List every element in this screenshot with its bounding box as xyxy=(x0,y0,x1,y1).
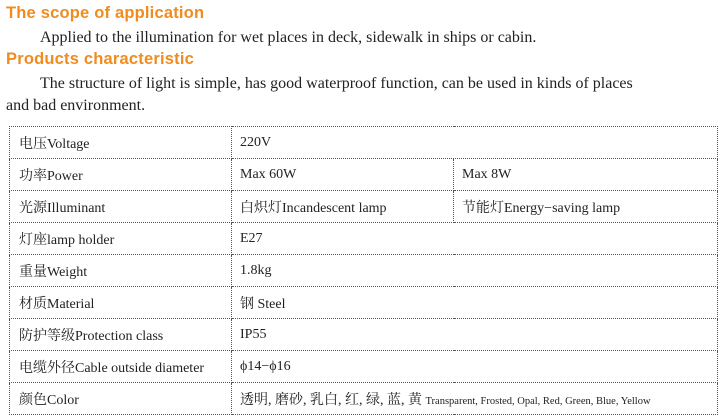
spec-row-power xyxy=(10,159,718,191)
spec-label: 颜色Color xyxy=(10,383,232,415)
spec-value: IP55 xyxy=(232,319,718,351)
color-value-cn: 透明, 磨砂, 乳白, 红, 绿, 蓝, 黄 xyxy=(240,392,422,408)
scope-text: Applied to the illumination for wet places in deck, sidewalk in ships or cabin. xyxy=(40,29,537,46)
spec-value: 钢 Steel xyxy=(232,287,718,319)
spec-value-color xyxy=(232,383,718,415)
spec-row-protection xyxy=(10,319,718,351)
spec-row-color xyxy=(10,383,718,415)
spec-label: 防护等级Protection class xyxy=(10,319,232,351)
spec-label: 光源Illuminant xyxy=(10,191,232,223)
color-value-en: Transparent, Frosted, Opal, Red, Green, Blue, Yellow xyxy=(425,395,651,407)
spec-label: 重量Weight xyxy=(10,255,232,287)
spec-label: 灯座lamp holder xyxy=(10,223,232,255)
spec-row-material xyxy=(10,287,718,319)
spec-row-illuminant xyxy=(10,191,718,223)
spec-table xyxy=(9,126,718,415)
characteristic-heading: Products characteristic xyxy=(6,50,195,68)
spec-row-cable xyxy=(10,351,718,383)
characteristic-text-line2: and bad environment. xyxy=(6,97,146,114)
spec-label: 电缆外径Cable outside diameter xyxy=(10,351,232,383)
spec-row-voltage xyxy=(10,127,718,159)
spec-label: 电压Voltage xyxy=(10,127,232,159)
spec-label: 材质Material xyxy=(10,287,232,319)
spec-row-holder xyxy=(10,223,718,255)
spec-value: 白炽灯Incandescent lamp xyxy=(232,191,454,223)
spec-row-weight xyxy=(10,255,718,287)
spec-value: 220V xyxy=(232,127,718,159)
scope-heading: The scope of application xyxy=(6,4,205,22)
spec-value: Max 8W xyxy=(454,159,718,191)
spec-value: 节能灯Energy−saving lamp xyxy=(454,191,718,223)
spec-label: 功率Power xyxy=(10,159,232,191)
spec-value: ϕ14−ϕ16 xyxy=(232,351,718,383)
spec-value: 1.8kg xyxy=(232,255,718,287)
spec-value: Max 60W xyxy=(232,159,454,191)
characteristic-text-line1: The structure of light is simple, has good waterproof function, can be used in kinds of places xyxy=(40,75,633,92)
spec-value: E27 xyxy=(232,223,718,255)
